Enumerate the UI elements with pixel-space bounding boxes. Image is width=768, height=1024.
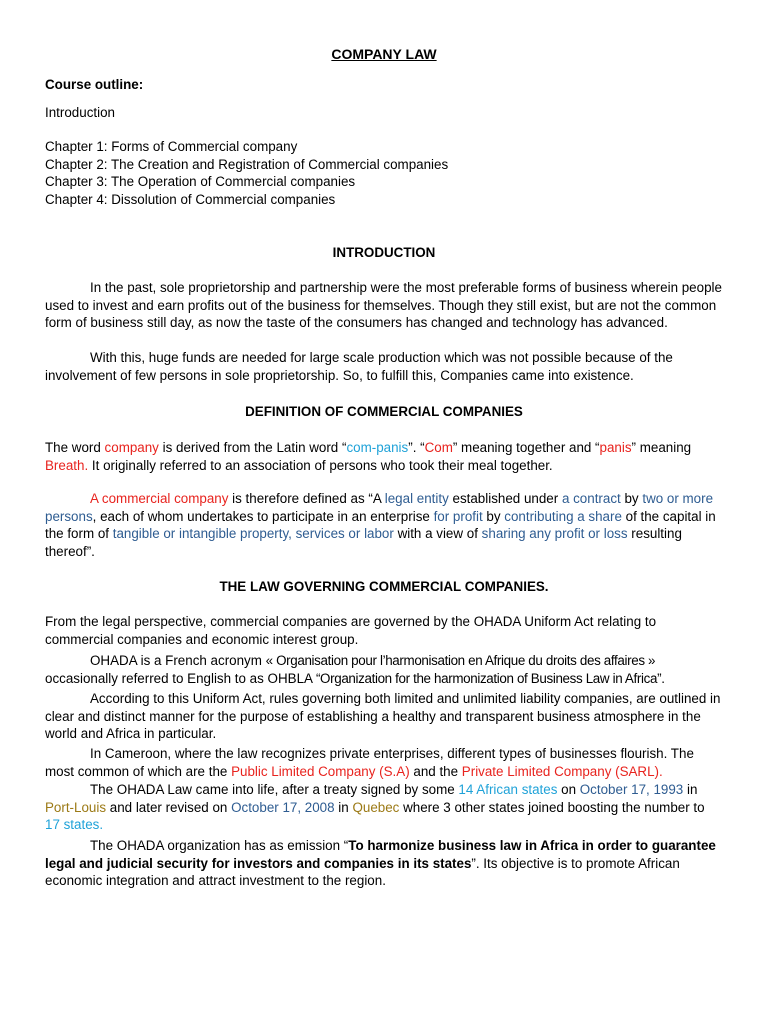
text-run: occasionally referred to English to as OHBLA: [45, 670, 316, 686]
definition-paragraph-2: [45, 490, 723, 560]
text-run: and the: [409, 763, 462, 779]
definition-paragraph-1: [45, 439, 723, 474]
highlighted-term: Private Limited Company (SARL).: [461, 763, 663, 779]
outline-intro: Introduction: [45, 105, 115, 120]
text-run: resulting thereof”.: [45, 526, 682, 559]
text-run: is derived from the Latin word “: [158, 440, 347, 455]
highlighted-term: panis: [599, 440, 632, 455]
text-run: by: [482, 508, 505, 524]
text-run: In Cameroon, where the law recognizes private enterprises, different types of businesses flourish. The most common of which are the: [45, 746, 694, 779]
definition-heading: DEFINITION OF COMMERCIAL COMPANIES: [245, 404, 523, 419]
introduction-paragraph-2: With this, huge funds are needed for large scale production which was not possible because of the involvement of few persons in sole proprietorship. So, to fulfill this, Companies came into existence.: [45, 350, 673, 383]
highlighted-term: a contract: [561, 491, 621, 506]
law-paragraph-6: [45, 837, 723, 890]
text-run: of the capital in the form of: [45, 508, 716, 541]
text-run: is therefore defined as “A: [228, 491, 385, 506]
law-paragraph-3: According to this Uniform Act, rules governing both limited and unlimited liability companies, are outlined in clear and distinct manner for the purpose of establishing a healthy and transparent business atmosphere in the world and Africa in particular.: [45, 691, 721, 741]
emphasized-text: To harmonize business law in Africa in order to guarantee legal and judicial security for investors and companies in its states: [45, 838, 716, 871]
text-run: The OHADA organization has as emission “: [90, 838, 349, 853]
highlighted-term: Port-Louis: [45, 799, 107, 815]
text-run: The OHADA Law came into life, after a treaty signed by some: [90, 782, 459, 797]
highlighted-term: sharing any profit or loss: [481, 526, 628, 541]
text-run: with a view of: [393, 526, 482, 541]
chapter-list: [45, 138, 723, 208]
text-run: The word: [45, 440, 105, 455]
text-run: ”. Its objective is to promote African economic integration and attract investment to the region.: [45, 855, 680, 888]
text-run: by: [620, 491, 643, 506]
highlighted-term: October 17, 2008: [231, 799, 335, 815]
highlighted-term: Quebec: [352, 799, 400, 815]
text-run: in: [683, 782, 698, 797]
text-run: OHADA is a French acronym: [90, 653, 266, 668]
chapter-item: Chapter 2: The Creation and Registration of Commercial companies: [45, 156, 449, 172]
chapter-item: Chapter 3: The Operation of Commercial companies: [45, 174, 356, 189]
highlighted-term: tangible or intangible property, services or labor: [112, 526, 394, 541]
text-run: « Organisation pour l’harmonisation en Afrique du droits des affaires »: [265, 653, 656, 668]
highlighted-term: Public Limited Company (S.A): [231, 763, 410, 779]
highlighted-term: company: [104, 440, 159, 455]
text-run: and later revised on: [106, 799, 232, 815]
highlighted-term: com-panis: [346, 440, 409, 455]
highlighted-term: for profit: [433, 508, 483, 524]
text-run: established under: [448, 491, 562, 506]
text-run: in: [334, 799, 353, 815]
highlighted-term: Breath.: [45, 457, 89, 473]
text-run: ” meaning together and “: [452, 440, 600, 455]
text-run: ” meaning: [631, 440, 692, 455]
highlighted-term: 14 African states: [458, 782, 558, 797]
text-run: on: [557, 782, 580, 797]
outline-heading: Course outline:: [45, 77, 144, 92]
document-title: COMPANY LAW: [331, 46, 437, 62]
introduction-heading: INTRODUCTION: [332, 245, 436, 260]
law-paragraph-4: [45, 745, 723, 780]
law-paragraph-1: From the legal perspective, commercial companies are governed by the OHADA Uniform Act relating to commercial companies and economic interest group.: [45, 614, 657, 647]
introduction-paragraph-1: In the past, sole proprietorship and partnership were the most preferable forms of business wherein people used to invest and earn profits out of the business for themselves. Though they still exist, but are not the common form of business still day, as now the taste of the consumers has changed and technology has advanced.: [45, 280, 722, 330]
chapter-item: Chapter 4: Dissolution of Commercial companies: [45, 191, 336, 207]
highlighted-term: contributing a share: [504, 508, 622, 524]
text-run: where 3 other states joined boosting the number to: [399, 799, 705, 815]
chapter-item: Chapter 1: Forms of Commercial company: [45, 139, 298, 154]
law-heading: THE LAW GOVERNING COMMERCIAL COMPANIES.: [219, 579, 549, 594]
text-run: .: [661, 670, 665, 686]
highlighted-term: Com: [424, 440, 453, 455]
text-run: It originally referred to an association of persons who took their meal together.: [88, 457, 553, 473]
highlighted-term: legal entity: [384, 491, 449, 506]
highlighted-term: 17 states.: [45, 817, 104, 832]
highlighted-term: two or more persons: [45, 491, 714, 524]
text-run: ”. “: [408, 440, 425, 455]
law-paragraph-5: [45, 781, 723, 834]
text-run: , each of whom undertakes to participate in an enterprise: [92, 508, 434, 524]
highlighted-term: October 17, 1993: [579, 782, 684, 797]
text-run: “Organization for the harmonization of Business Law in Africa”: [315, 670, 662, 686]
law-paragraph-2: [45, 652, 723, 687]
highlighted-term: A commercial company: [90, 491, 229, 506]
